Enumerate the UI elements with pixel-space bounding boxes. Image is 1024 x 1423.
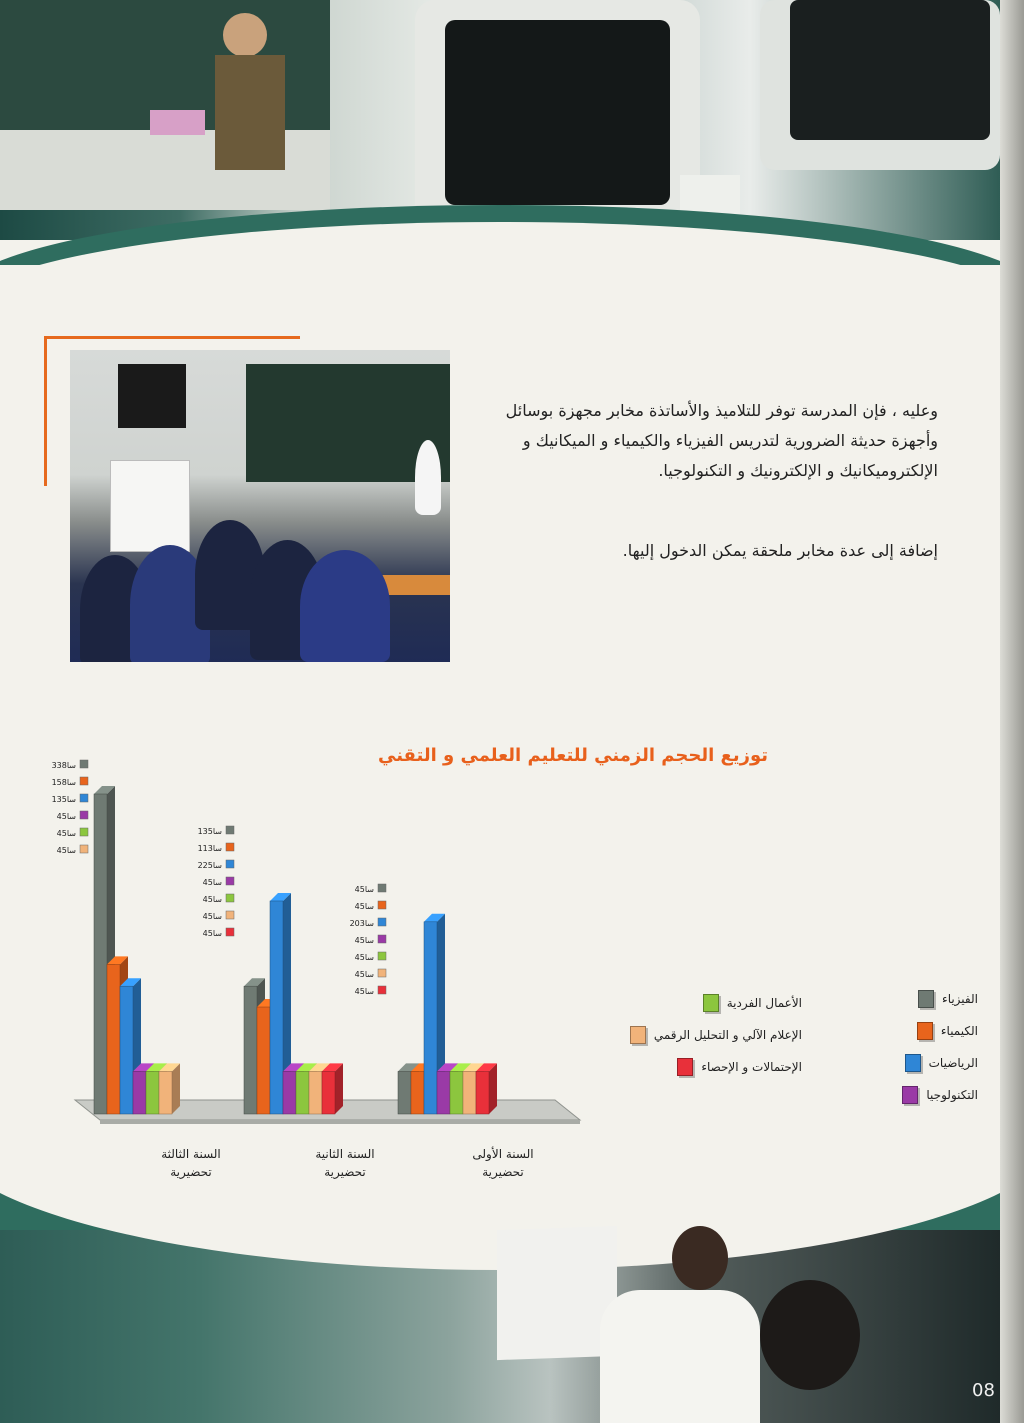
legend-label: الكيمياء [940,1024,978,1038]
value-swatch [378,918,386,926]
value-label: 225سا [197,861,222,870]
legend-item-probability [677,1058,802,1076]
legend-label: الإحتمالات و الإحصاء [701,1060,802,1074]
legend-item-chemistry [917,1022,978,1040]
value-label: 158سا [51,778,76,787]
bar-informatics [309,1071,322,1114]
bar-technology [283,1071,296,1114]
year-label-third-line2: تحضيرية [170,1165,212,1179]
value-swatch [80,845,88,853]
bar-technology [437,1071,450,1114]
bar-physics [94,794,107,1114]
value-swatch [80,794,88,802]
bar-side [489,1063,497,1114]
value-label: 135سا [51,795,76,804]
legend-item-physics [918,990,978,1008]
top-photo-banner [0,0,1000,265]
legend-swatch [917,1022,933,1040]
value-swatch [378,969,386,977]
value-label: 45سا [354,970,374,979]
value-swatch [226,877,234,885]
bar-individual_work [450,1071,463,1114]
value-swatch [226,928,234,936]
bar-individual_work [296,1071,309,1114]
legend-label: الأعمال الفردية [726,996,802,1010]
whiteboard [110,460,190,552]
value-swatch [378,884,386,892]
year-label-second-line2: تحضيرية [324,1165,366,1179]
value-swatch [378,901,386,909]
value-swatch [226,826,234,834]
intro-paragraph: وعليه ، فإن المدرسة توفر للتلاميذ والأساتذة مخابر مجهزة بوسائل وأجهزة حديثة الضرورية لتدريس الفيزياء والكيمياء و الميكانيك و الإلكتروميكانيك و الإلكترونيك و التكنولوجيا. [505,401,938,480]
value-label: 45سا [202,912,222,921]
page-edge-shadow [1000,0,1024,1423]
value-label: 45سا [202,929,222,938]
bar-individual_work [146,1071,159,1114]
student-lab-coat [600,1290,760,1423]
photo-frame-accent-left [44,336,47,486]
bar-probability [476,1071,489,1114]
value-label: 45سا [202,878,222,887]
legend-label: الفيزياء [942,992,978,1006]
classroom-photo [70,350,450,662]
legend-item-informatics [630,1026,802,1044]
value-label: 45سا [56,812,76,821]
page-number: 08 [972,1380,995,1401]
legend-swatch [703,994,719,1012]
legend-label: الإعلام الآلي و التحليل الرقمي [653,1028,802,1042]
year-label-first-line1: السنة الأولى [472,1147,534,1161]
year-label-second [290,1145,400,1181]
value-swatch [378,935,386,943]
hours-bar-chart [30,750,590,1150]
projection-screen [497,1226,617,1360]
legend-swatch [902,1086,918,1104]
bar-informatics [463,1071,476,1114]
value-label: 45سا [202,895,222,904]
bar-side [335,1063,343,1114]
value-label: 45سا [56,846,76,855]
value-label: 45سا [354,953,374,962]
year-label-second-line1: السنة الثانية [315,1147,375,1161]
student-head [760,1280,860,1390]
bar-physics [398,1071,411,1114]
bar-chemistry [257,1007,270,1114]
value-label: 45سا [354,902,374,911]
value-swatch [226,894,234,902]
value-label: 338سا [51,761,76,770]
computer-lab-illustration [0,0,1000,240]
computer-lab-photo [0,0,1000,240]
legend-label: التكنولوجيا [926,1088,978,1102]
value-label: 45سا [354,936,374,945]
legend-item-individual-work [703,994,802,1012]
student-head [672,1226,728,1290]
bar-math [270,901,283,1114]
value-label: 135سا [197,827,222,836]
bar-probability [322,1071,335,1114]
chart-title: توزيع الحجم الزمني للتعليم العلمي و التقني [378,745,768,766]
value-label: 45سا [354,987,374,996]
value-swatch [80,760,88,768]
photo-frame-accent-top [44,336,300,339]
value-label: 113سا [197,844,222,853]
bar-informatics [159,1071,172,1114]
teacher-figure [415,440,441,515]
year-label-third-line1: السنة الثالثة [161,1147,221,1161]
legend-swatch [677,1058,693,1076]
value-swatch [226,911,234,919]
bar-physics [244,986,257,1114]
value-swatch [80,811,88,819]
legend-item-math [905,1054,978,1072]
value-swatch [80,777,88,785]
wall-tv [118,364,186,428]
bar-math [424,922,437,1114]
bar-math [120,986,133,1114]
value-swatch [226,860,234,868]
year-label-first [448,1145,558,1181]
value-swatch [80,828,88,836]
bar-technology [133,1071,146,1114]
bar-chemistry [107,964,120,1114]
value-label: 45سا [354,885,374,894]
bar-side [172,1063,180,1114]
value-swatch [378,952,386,960]
legend-swatch [905,1054,921,1072]
legend-swatch [918,990,934,1008]
annex-labs-paragraph: إضافة إلى عدة مخابر ملحقة يمكن الدخول إليها. [622,541,938,560]
value-label: 45سا [56,829,76,838]
bar-chemistry [411,1071,424,1114]
value-label: 203سا [349,919,374,928]
year-label-third [136,1145,246,1181]
legend-item-technology [902,1086,978,1104]
legend-swatch [630,1026,646,1044]
student-figure [300,550,390,662]
value-swatch [226,843,234,851]
year-label-first-line2: تحضيرية [482,1165,524,1179]
legend-label: الرياضيات [928,1056,978,1070]
chart-floor-edge [100,1120,580,1124]
value-swatch [378,986,386,994]
